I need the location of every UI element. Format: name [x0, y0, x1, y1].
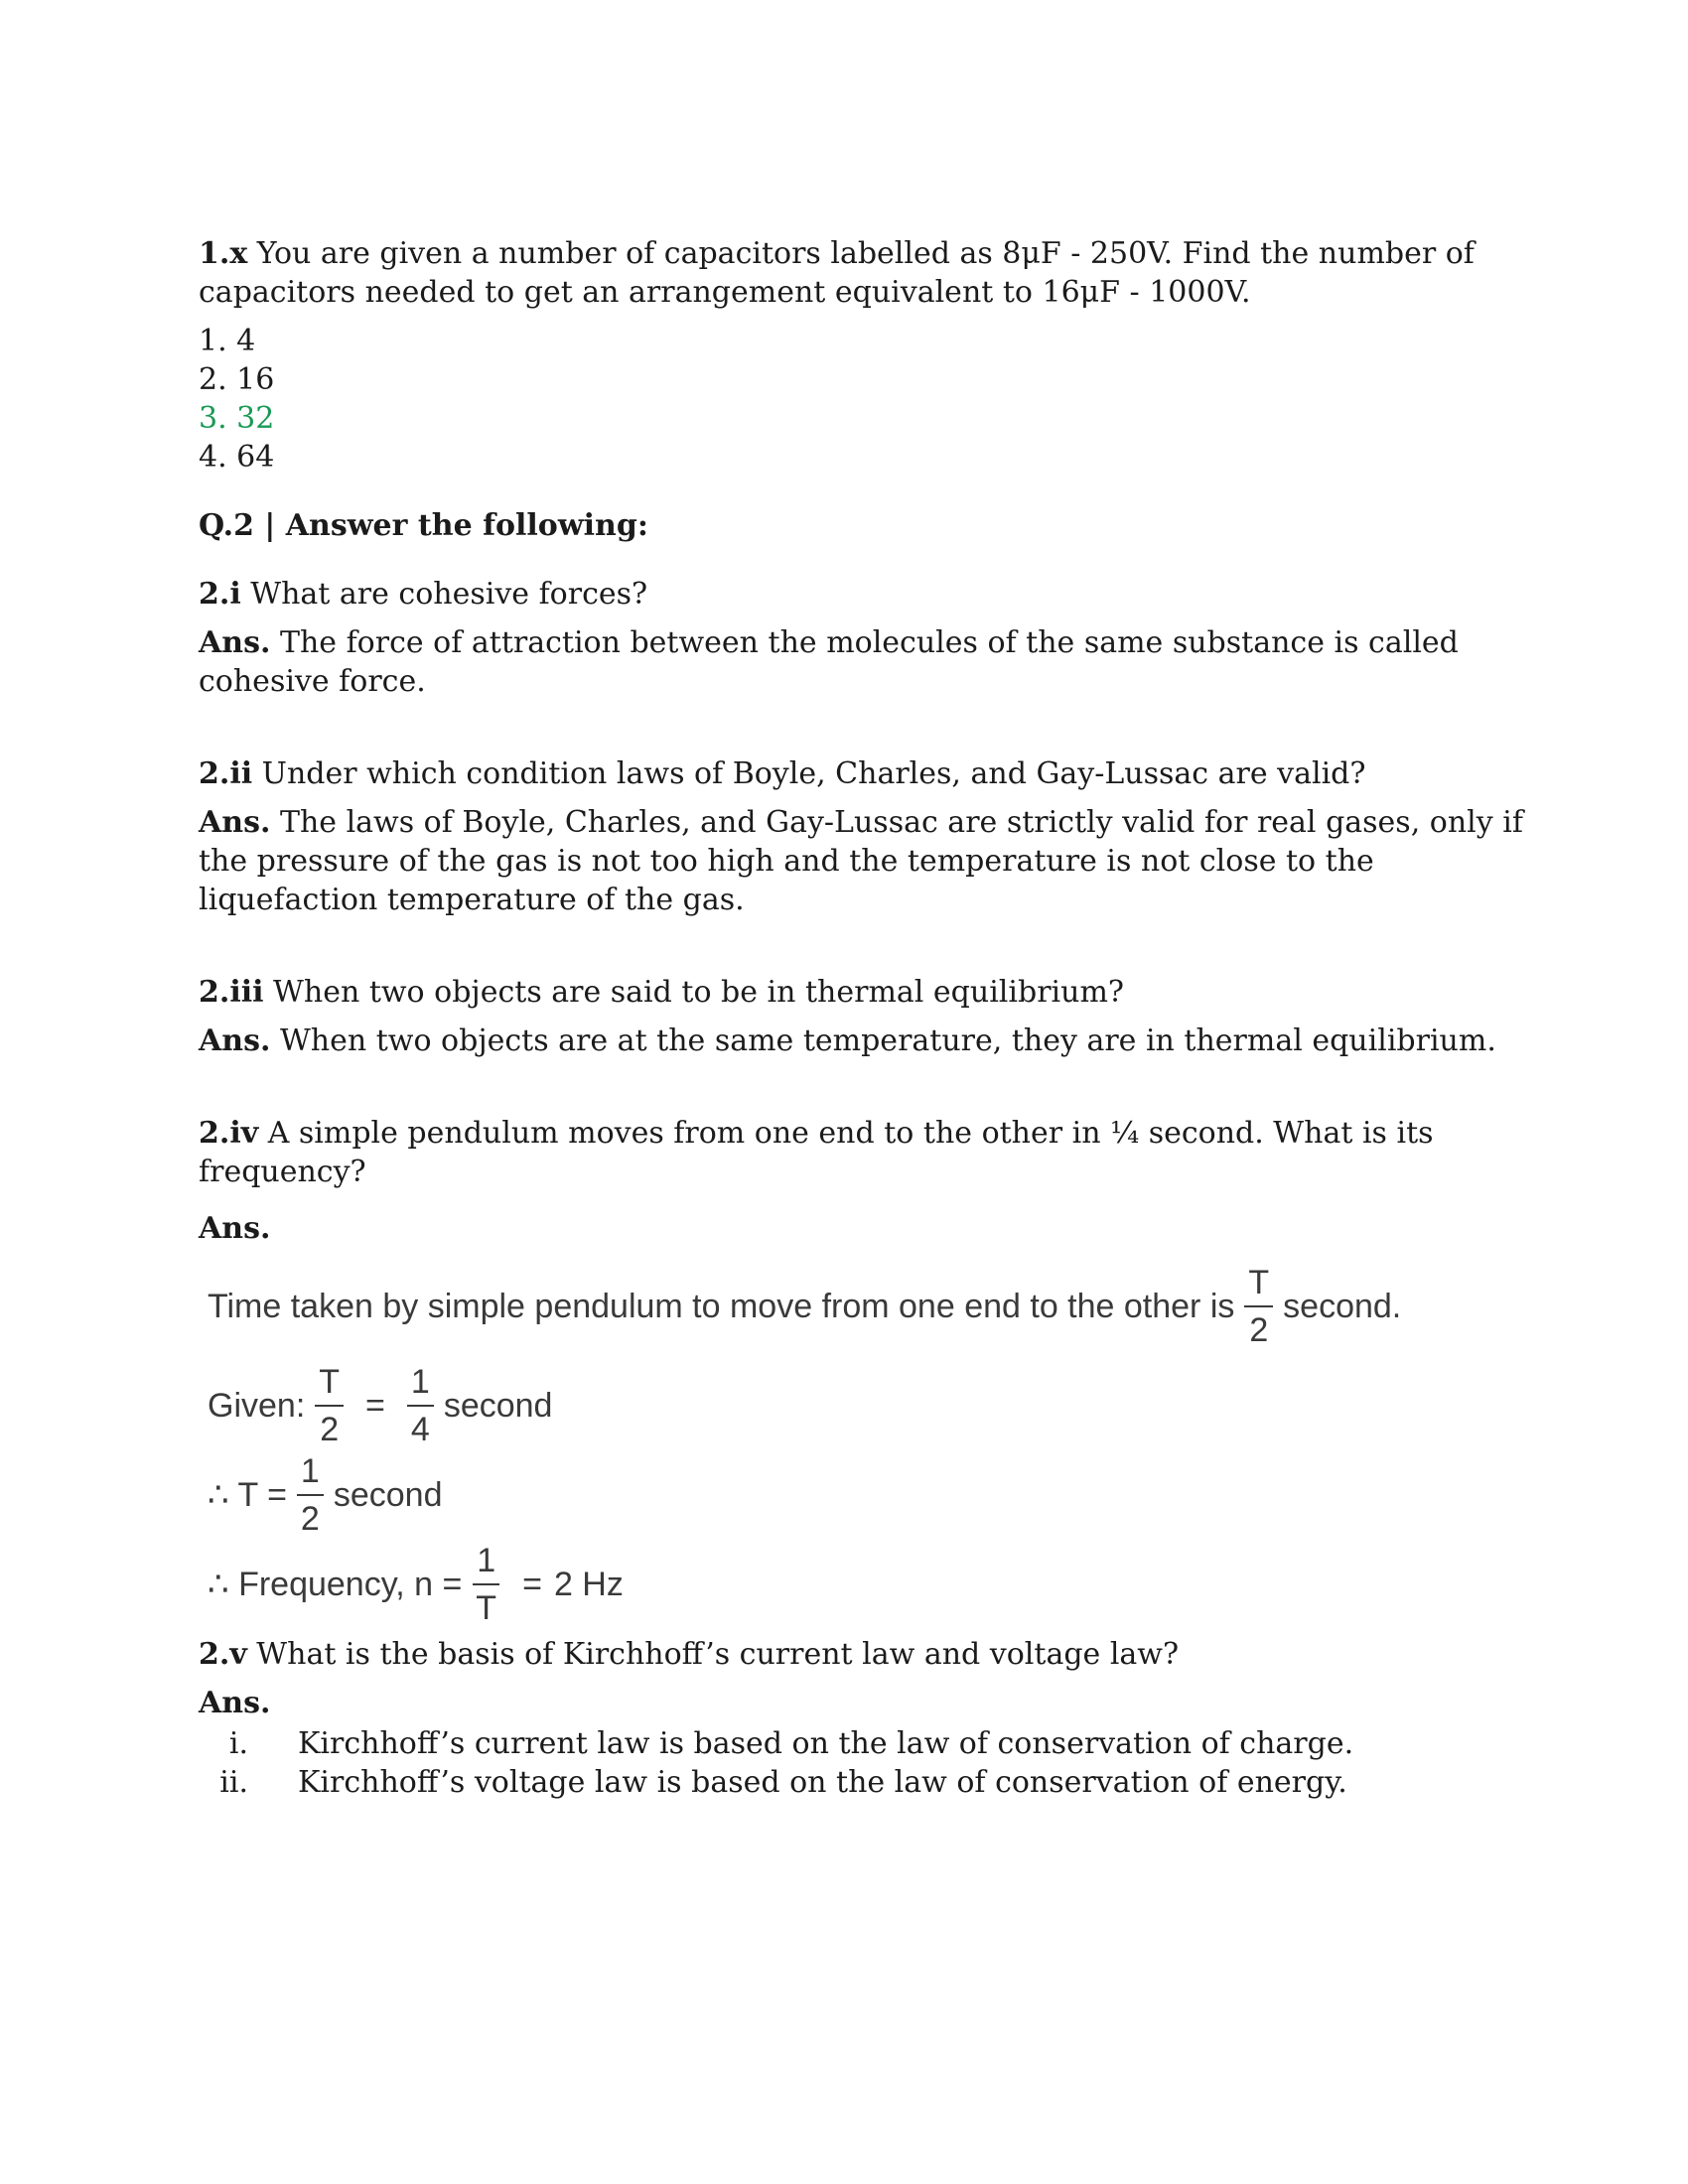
numerator: T: [1244, 1266, 1273, 1307]
therefore-t-label: ∴ T =: [208, 1476, 287, 1514]
denominator: 2: [1249, 1311, 1269, 1349]
frequency-label: ∴ Frequency, n =: [208, 1566, 463, 1603]
question-2iv: [199, 1114, 1529, 1191]
unit: second: [333, 1475, 443, 1514]
list-marker: ii.: [219, 1765, 248, 1800]
option-2: 2. 16: [199, 362, 275, 397]
math-line-period: [208, 1454, 1529, 1536]
denominator: T: [476, 1589, 497, 1627]
question-2i: [199, 575, 1529, 614]
fraction-1-over-t: [472, 1544, 500, 1625]
numerator: 1: [473, 1544, 499, 1585]
numerator: 1: [407, 1365, 434, 1407]
equals-sign: =: [522, 1565, 542, 1603]
answer-label: Ans.: [199, 805, 271, 840]
question-2iii: [199, 973, 1529, 1012]
answer-label: Ans.: [199, 1024, 271, 1058]
answer-2i: [199, 623, 1529, 701]
question-number: 1.x: [199, 236, 248, 271]
option-4: 4. 64: [199, 440, 275, 475]
question-text: What is the basis of Kirchhoff’s current law and voltage law?: [246, 1637, 1180, 1672]
answer-label: Ans.: [199, 1686, 271, 1720]
equals-sign: =: [365, 1386, 385, 1425]
option-1: 1. 4: [199, 324, 256, 358]
fraction-1-over-2: [297, 1454, 324, 1536]
unit: second: [443, 1386, 553, 1425]
question-number: 2.iv: [199, 1116, 259, 1151]
given-label: Given:: [208, 1386, 306, 1425]
list-item-text: Kirchhoff’s current law is based on the law of conservation of charge.: [298, 1726, 1354, 1761]
numerator: 1: [297, 1454, 324, 1496]
numerator: T: [315, 1365, 344, 1407]
answer-text: When two objects are at the same temperature, they are in thermal equilibrium.: [270, 1024, 1496, 1058]
question-text: When two objects are said to be in thermal equilibrium?: [263, 975, 1124, 1010]
math-text: Time taken by simple pendulum to move from one end to the other is: [208, 1287, 1235, 1325]
question-number: 2.ii: [199, 756, 253, 791]
fraction-1-over-4: [407, 1365, 434, 1446]
list-marker: i.: [228, 1726, 248, 1761]
denominator: 4: [410, 1411, 430, 1448]
denominator: 2: [300, 1500, 320, 1538]
unit: second.: [1283, 1287, 1402, 1325]
question-2ii: [199, 754, 1529, 793]
math-line-frequency: [208, 1544, 1529, 1625]
math-line-time: [208, 1266, 1529, 1347]
answer-text: The laws of Boyle, Charles, and Gay-Lussac are strictly valid for real gases, only if the pressure of the gas is not too high and the temperature is not close to the liquefaction temperature of the gas.: [199, 805, 1523, 917]
question-number: 2.v: [199, 1637, 247, 1672]
question-number: 2.i: [199, 577, 241, 612]
fraction-t-over-2: [315, 1365, 344, 1446]
option-3-correct: 3. 32: [199, 401, 275, 436]
frequency-result: 2 Hz: [553, 1565, 624, 1603]
question-text: Under which condition laws of Boyle, Charles, and Gay-Lussac are valid?: [252, 756, 1366, 791]
list-item: [199, 1724, 1529, 1763]
fraction-t-over-2: [1244, 1266, 1273, 1347]
options-list: [199, 322, 1529, 477]
list-item: [199, 1763, 1529, 1802]
question-text: You are given a number of capacitors labelled as 8μF - 250V. Find the number of capacitors needed to get an arrangement equivalent to 16μF - 1000V.: [199, 236, 1475, 310]
question-number: 2.iii: [199, 975, 264, 1010]
question-1x: [199, 234, 1529, 312]
answer-2ii: [199, 803, 1529, 919]
denominator: 2: [320, 1411, 340, 1448]
question-text: What are cohesive forces?: [240, 577, 648, 612]
question-text: A simple pendulum moves from one end to the other in ¼ second. What is its frequency?: [199, 1116, 1434, 1189]
question-2v: [199, 1635, 1529, 1674]
list-item-text: Kirchhoff’s voltage law is based on the law of conservation of energy.: [298, 1765, 1347, 1800]
answer-2iii: [199, 1022, 1529, 1060]
answer-list: [199, 1724, 1529, 1802]
answer-label: Ans.: [199, 1211, 271, 1246]
answer-label: Ans.: [199, 625, 271, 660]
section-heading: Q.2 | Answer the following:: [199, 508, 648, 543]
answer-text: The force of attraction between the molecules of the same substance is called cohesive force.: [199, 625, 1459, 699]
math-solution: [199, 1266, 1529, 1625]
math-line-given: [208, 1365, 1529, 1446]
document-page: [199, 234, 1529, 1802]
